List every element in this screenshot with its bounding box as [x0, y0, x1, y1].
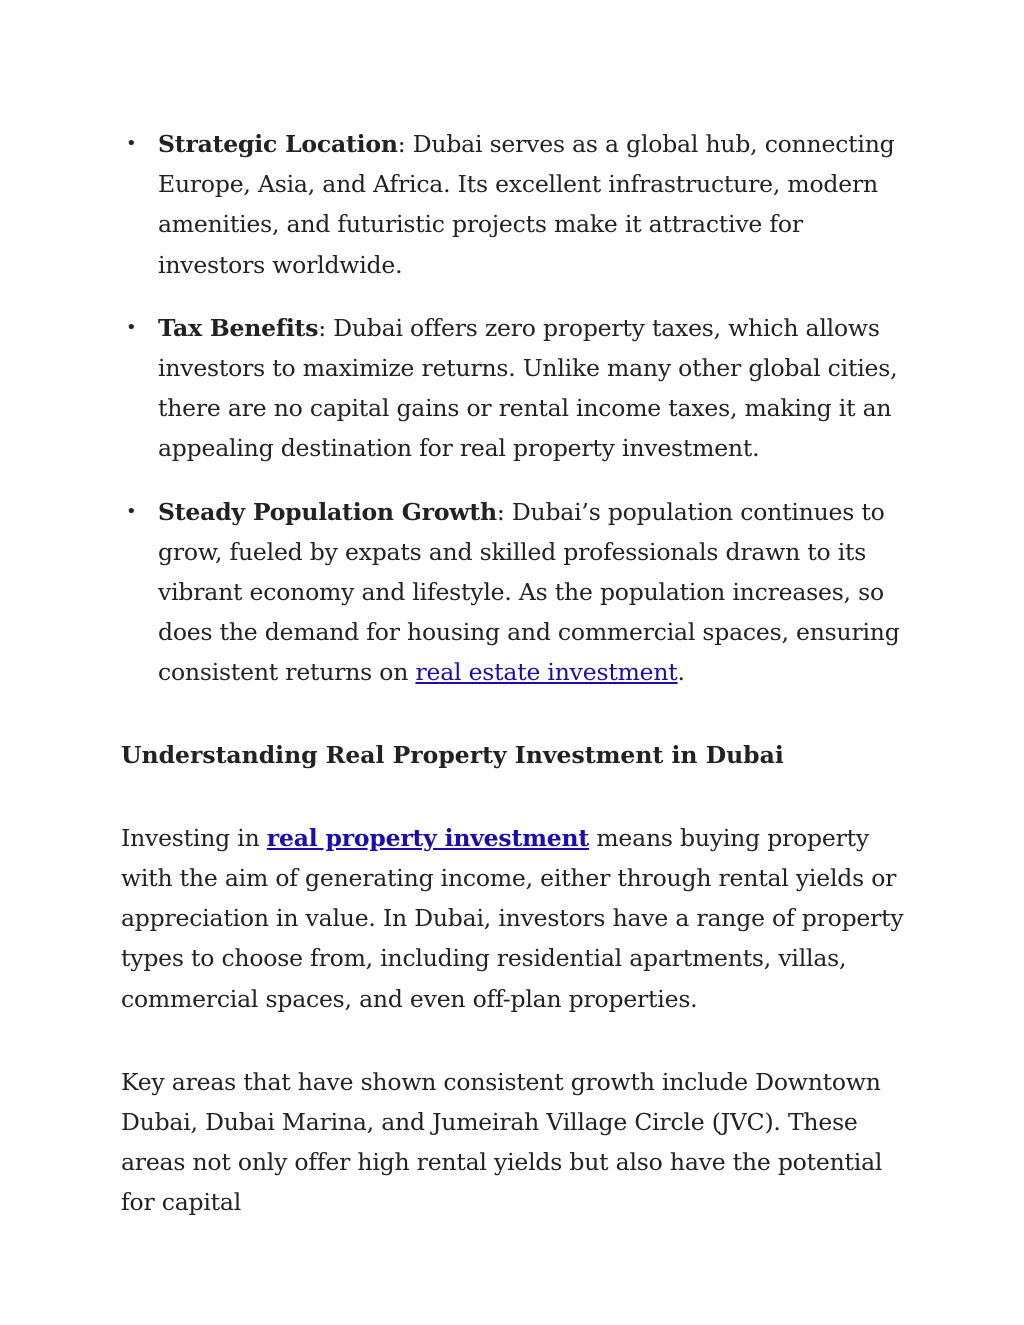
bullet-term: Strategic Location — [158, 130, 398, 158]
document-page — [121, 124, 911, 1223]
list-item — [121, 124, 911, 285]
bullet-term: Tax Benefits — [158, 313, 319, 342]
bullet-icon: • — [126, 133, 137, 154]
paragraph-key-areas: Key areas that have shown consistent growth include Downtown Dubai, Dubai Marina, and Jumeirah Village Circle (JVC). These areas not only offer high rental yields but also have the potential for capital — [121, 1067, 883, 1217]
paragraph-prefix: Investing in — [121, 823, 267, 852]
bullet-icon: • — [126, 316, 137, 338]
benefits-list — [121, 124, 911, 693]
real-estate-investment-link[interactable]: real estate investment — [415, 658, 678, 687]
list-item — [121, 308, 911, 469]
list-item — [121, 492, 911, 693]
bullet-text: : Dubai serves as a global hub, connecting Europe, Asia, and Africa. Its excellent infrastructure, modern amenities, and futuristic projects make it attractive for investors worldwide. — [158, 130, 895, 279]
bullet-term: Steady Population Growth — [158, 497, 497, 526]
bullet-tail: . — [677, 658, 685, 687]
paragraph-text: means buying property with the aim of generating income, either through rental yields or appreciation in value. In Dubai, investors have a range of property types to choose from, including residential apartments, villas, commercial spaces, and even off-plan properties. — [121, 823, 904, 1013]
bullet-icon: • — [126, 500, 137, 522]
paragraph-investing — [121, 818, 911, 1019]
bullet-text: : Dubai offers zero property taxes, which allows investors to maximize returns. Unlike many other global cities, there are no capital gains or rental income taxes, making it an appealing destination for real property investment. — [158, 313, 898, 463]
section-heading: Understanding Real Property Investment in Dubai — [121, 740, 784, 769]
real-property-investment-link[interactable]: real property investment — [266, 823, 590, 852]
bullet-text: : Dubai’s population continues to grow, fueled by expats and skilled professionals drawn to its vibrant economy and lifestyle. As the population increases, so does the demand for housing and commercial spaces, ensuring consistent returns on — [158, 497, 900, 687]
